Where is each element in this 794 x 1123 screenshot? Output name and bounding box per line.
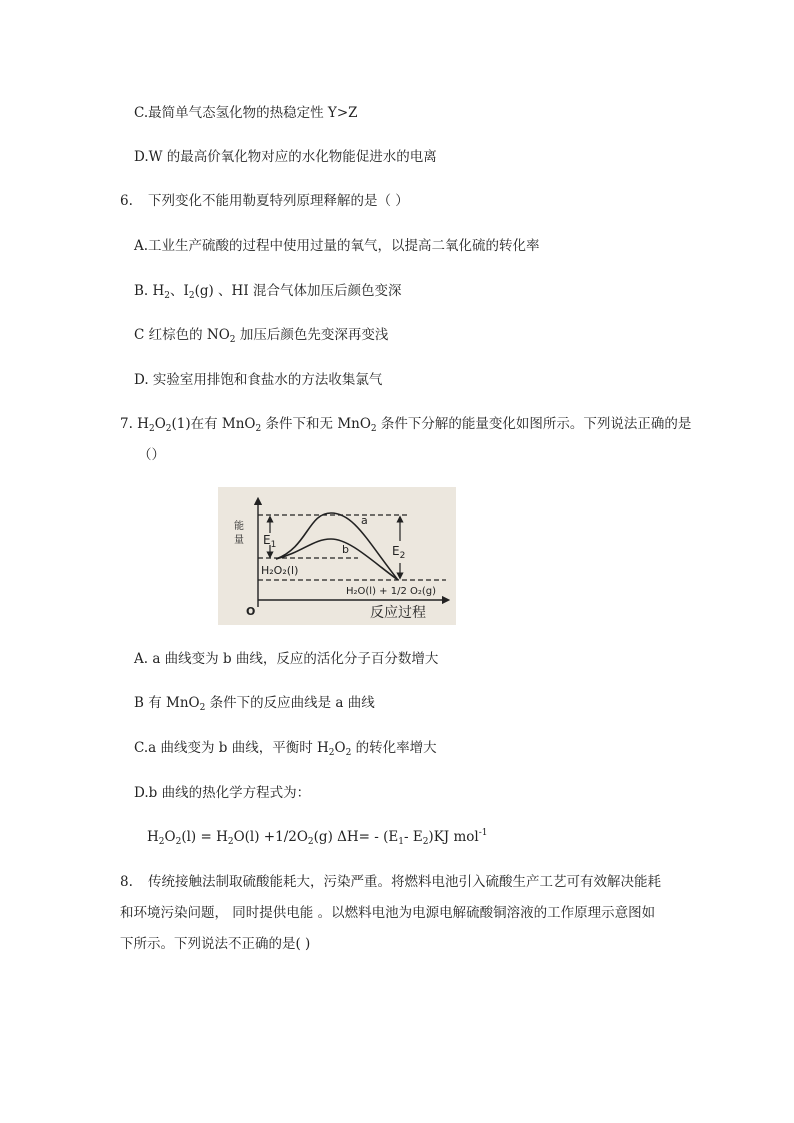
q8-stem-line-2: 和环境污染问题， 同时提供电能 。以燃料电池为电源电解硫酸铜溶液的工作原理示意图如 [120,905,656,921]
product-label: H₂O(l) + 1/2 O₂(g) [346,586,437,597]
curve-b-label: b [342,543,349,556]
q6-option-d: D. 实验室用排饱和食盐水的方法收集氯气 [134,372,383,388]
x-axis-label: 反应过程 [370,605,426,621]
e1-label: $E_1$ [263,533,277,550]
q7-answer-paren: （） [138,447,165,463]
y-label-top: 能 [234,521,244,532]
q7-equation: $H_2O_2(l) = H_2O(l) +1/2O_2(g)$ $\Delta H= - (E_1-$ $E_2)KJ$ mol$^{-1}$ [147,828,488,847]
question-text: 下列变化不能用勒夏特列原理释解的是（ ） [148,193,409,209]
q8-stem-line-1: 8. 传统接触法制取硫酸能耗大，污染严重。将燃料电池引入硫酸生产工艺可有效解决能耗 [120,874,661,890]
y-label-bottom: 量 [234,535,244,546]
q5-option-c: C.最简单气态氢化物的热稳定性 Y>Z [134,105,358,121]
e2-label: $E_2$ [392,544,406,561]
q7-option-a: A. a 曲线变为 b 曲线，反应的活化分子百分数增大 [134,651,439,667]
q6-option-a: A.工业生产硫酸的过程中使用过量的氧气，以提高二氧化硫的转化率 [134,238,540,254]
q7-stem: 7. $H_2O_2(1)$在有 MnO$_2$ 条件下和无 MnO$_2$ 条件下分解的能量变化如图所示。下列说法正确的是 [120,416,692,434]
q6-stem [120,192,409,210]
q7-option-b: B 有 MnO$_2$ 条件下的反应曲线是 a 曲线 [134,695,375,713]
question-number: 6. [120,193,133,209]
q6-option-b: B. $H_2$、$I_2(g)$ 、HI 混合气体加压后颜色变深 [134,283,402,301]
curve-a-label: a [361,514,368,527]
q7-option-c: C.a 曲线变为 b 曲线，平衡时 $H_2O_2$ 的转化率增大 [134,740,437,758]
q5-option-d: D.W 的最高价氧化物对应的水化物能促进水的电离 [134,149,437,165]
q8-stem-line-3: 下所示。下列说法不正确的是( ) [120,936,311,952]
origin-label: O [246,605,256,618]
energy-diagram [218,487,456,625]
reactant-label: H₂O₂(l) [261,564,299,577]
q7-option-d: D.b 曲线的热化学方程式为： [134,785,311,801]
q6-option-c: C 红棕色的 $NO_2$ 加压后颜色先变深再变浅 [134,327,389,345]
question-number: 8. [120,874,133,890]
